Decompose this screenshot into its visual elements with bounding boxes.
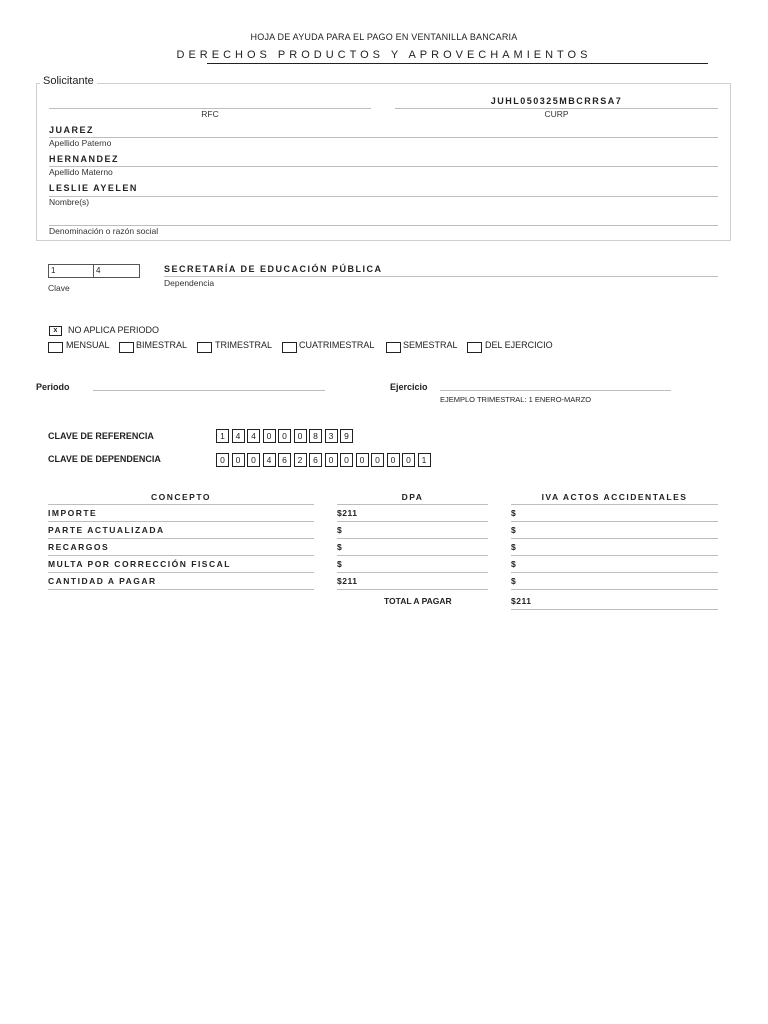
clave-dependencia-digit: 2 xyxy=(294,453,307,467)
clave-referencia-digit: 1 xyxy=(216,429,229,443)
solicitante-frame xyxy=(36,83,731,241)
row-line-concepto xyxy=(48,572,314,573)
cuatrimestral-checkbox[interactable] xyxy=(282,342,297,353)
row-iva: $ xyxy=(511,525,517,535)
row-dpa: $ xyxy=(337,542,343,552)
row-line-concepto xyxy=(48,555,314,556)
row-dpa: $211 xyxy=(337,576,358,586)
ejercicio-line xyxy=(440,390,671,391)
ejercicio-example: EJEMPLO TRIMESTRAL: 1 ENERO-MARZO xyxy=(440,395,592,404)
row-line-concepto xyxy=(48,521,314,522)
clave-caption: Clave xyxy=(48,283,70,293)
clave-dependencia-label: CLAVE DE DEPENDENCIA xyxy=(48,454,161,464)
row-dpa: $ xyxy=(337,525,343,535)
clave-dependencia-digit: 0 xyxy=(232,453,245,467)
row-line-dpa xyxy=(337,555,488,556)
row-line-dpa xyxy=(337,589,488,590)
row-concepto: IMPORTE xyxy=(48,508,98,518)
row-line-iva xyxy=(511,538,718,539)
no-aplica-label: NO APLICA PERIODO xyxy=(68,325,160,335)
clave-dependencia-digit: 6 xyxy=(309,453,322,467)
curp-caption: CURP xyxy=(544,109,569,119)
clave-dependencia-digit: 0 xyxy=(325,453,338,467)
row-dpa: $ xyxy=(337,559,343,569)
clave-dependencia-digit: 0 xyxy=(340,453,353,467)
document-title: DERECHOS PRODUCTOS Y APROVECHAMIENTOS xyxy=(176,49,592,61)
clave-referencia-digit: 4 xyxy=(247,429,260,443)
trimestral-checkbox[interactable] xyxy=(197,342,212,353)
row-concepto: MULTA POR CORRECCIÓN FISCAL xyxy=(48,559,231,569)
row-concepto: RECARGOS xyxy=(48,542,110,552)
del-ejercicio-checkbox[interactable] xyxy=(467,342,482,353)
clave-dependencia-digit: 0 xyxy=(402,453,415,467)
title-underline xyxy=(207,63,708,64)
clave-referencia-digit: 9 xyxy=(340,429,353,443)
trimestral-label: TRIMESTRAL xyxy=(215,340,273,350)
clave-dependencia-digit: 0 xyxy=(371,453,384,467)
dependencia-caption: Dependencia xyxy=(164,278,215,288)
clave-box-1: 1 xyxy=(48,264,94,278)
ejercicio-label: Ejercicio xyxy=(390,382,428,392)
clave-referencia-digit: 0 xyxy=(263,429,276,443)
no-aplica-checkbox[interactable]: x xyxy=(49,326,62,336)
clave-referencia-digit: 0 xyxy=(278,429,291,443)
row-iva: $ xyxy=(511,508,517,518)
periodo-line xyxy=(93,390,325,391)
apellido-materno-caption: Apellido Materno xyxy=(49,167,113,177)
del-ejercicio-label: DEL EJERCICIO xyxy=(485,340,553,350)
clave-dependencia-digit: 4 xyxy=(263,453,276,467)
nombre-line xyxy=(49,196,718,197)
clave-dependencia-digit: 0 xyxy=(247,453,260,467)
clave-dependencia-digit: 0 xyxy=(356,453,369,467)
nombre-caption: Nombre(s) xyxy=(49,197,90,207)
total-value: $211 xyxy=(511,596,532,606)
total-line xyxy=(511,609,718,610)
semestral-checkbox[interactable] xyxy=(386,342,401,353)
mensual-label: MENSUAL xyxy=(66,340,110,350)
row-iva: $ xyxy=(511,576,517,586)
bimestral-checkbox[interactable] xyxy=(119,342,134,353)
dependencia-name: SECRETARÍA DE EDUCACIÓN PÚBLICA xyxy=(164,264,383,274)
row-line-dpa xyxy=(337,521,488,522)
apellido-paterno-value: JUAREZ xyxy=(49,125,95,135)
apellido-paterno-caption: Apellido Paterno xyxy=(49,138,112,148)
nombre-value: LESLIE AYELEN xyxy=(49,183,138,193)
iva-header: IVA ACTOS ACCIDENTALES xyxy=(541,492,688,502)
header-line-dpa xyxy=(337,504,488,505)
row-line-iva xyxy=(511,589,718,590)
solicitante-label: Solicitante xyxy=(40,75,97,87)
row-line-iva xyxy=(511,572,718,573)
concepto-header: CONCEPTO xyxy=(150,492,212,502)
row-line-dpa xyxy=(337,572,488,573)
row-line-concepto xyxy=(48,589,314,590)
header-line-iva xyxy=(511,504,718,505)
row-dpa: $211 xyxy=(337,508,358,518)
row-concepto: PARTE ACTUALIZADA xyxy=(48,525,165,535)
clave-dependencia-digit: 1 xyxy=(418,453,431,467)
rfc-caption: RFC xyxy=(201,109,219,119)
document-subtitle: HOJA DE AYUDA PARA EL PAGO EN VENTANILLA BANCARIA xyxy=(250,32,518,42)
bimestral-label: BIMESTRAL xyxy=(136,340,188,350)
clave-referencia-label: CLAVE DE REFERENCIA xyxy=(48,431,154,441)
row-iva: $ xyxy=(511,559,517,569)
periodo-label: Periodo xyxy=(36,382,70,392)
mensual-checkbox[interactable] xyxy=(48,342,63,353)
clave-referencia-digit: 0 xyxy=(294,429,307,443)
row-concepto: CANTIDAD A PAGAR xyxy=(48,576,157,586)
dependencia-line xyxy=(164,276,718,277)
clave-referencia-digit: 3 xyxy=(325,429,338,443)
apellido-materno-value: HERNANDEZ xyxy=(49,154,120,164)
row-line-dpa xyxy=(337,538,488,539)
row-line-iva xyxy=(511,521,718,522)
semestral-label: SEMESTRAL xyxy=(403,340,458,350)
cuatrimestral-label: CUATRIMESTRAL xyxy=(299,340,375,350)
header-line-concepto xyxy=(48,504,314,505)
curp-value: JUHL050325MBCRRSA7 xyxy=(490,96,623,106)
row-iva: $ xyxy=(511,542,517,552)
dpa-header: DPA xyxy=(401,492,424,502)
row-line-iva xyxy=(511,555,718,556)
apellido-paterno-line xyxy=(49,137,718,138)
total-label: TOTAL A PAGAR xyxy=(384,596,452,606)
apellido-materno-line xyxy=(49,166,718,167)
denominacion-caption: Denominación o razón social xyxy=(49,226,159,236)
clave-dependencia-digit: 6 xyxy=(278,453,291,467)
clave-dependencia-digit: 0 xyxy=(387,453,400,467)
clave-referencia-digit: 4 xyxy=(232,429,245,443)
clave-referencia-digit: 8 xyxy=(309,429,322,443)
row-line-concepto xyxy=(48,538,314,539)
clave-dependencia-digit: 0 xyxy=(216,453,229,467)
clave-box-2: 4 xyxy=(93,264,140,278)
